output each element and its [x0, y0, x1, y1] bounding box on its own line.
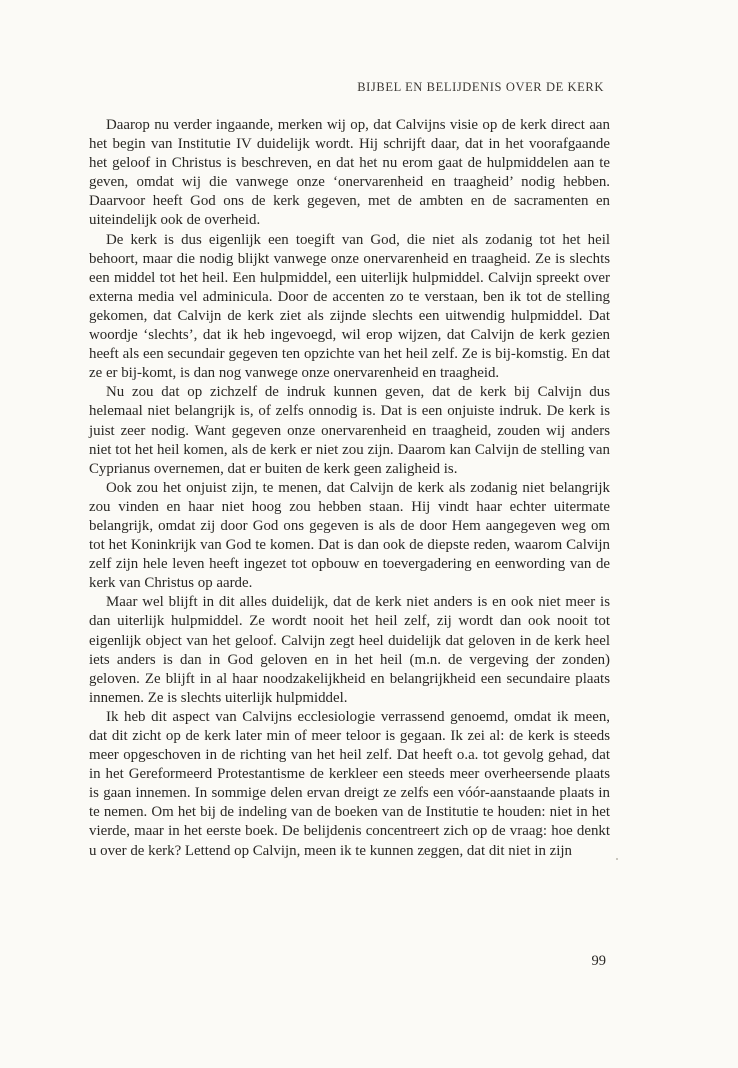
paragraph: De kerk is dus eigenlijk een toegift van God, die niet als zodanig tot het heil behoort, maar die nodig blijkt vanwege onze onervarenheid en traagheid. Ze is slechts een middel tot het heil. Een hulpmiddel, een uiterlijk hulpmiddel. Calvijn spreekt over externa media vel adminicula. Door de accenten zo te verstaan, ben ik tot de stelling gekomen, dat Calvijn de kerk ziet als zijnde slechts een uitwendig hulpmiddel. Dat woordje ‘slechts’, dat ik heb ingevoegd, wil erop wijzen, dat Calvijn de kerk gezien heeft als een secundair gegeven ten opzichte van het heil zelf. Ze is bij-komstig. En dat ze er bij-komt, is dan nog vanwege onze onervarenheid en traagheid.: [89, 231, 610, 382]
paragraph: Ook zou het onjuist zijn, te menen, dat Calvijn de kerk als zodanig niet belangrijk zou vinden en haar niet hoog zou hebben staan. Hij vindt haar echter uitermate belangrijk, omdat zij door God ons gegeven is als de door Hem aangegeven weg om tot het Koninkrijk van God te komen. Dat is dan ook de diepste reden, waarom Calvijn zelf zijn hele leven heeft ingezet tot opbouw en toevergadering en eenwording van de kerk van Christus op aarde.: [89, 479, 610, 592]
paragraph: Ik heb dit aspect van Calvijns ecclesiologie verrassend genoemd, omdat ik meen, dat dit zicht op de kerk later min of meer teloor is gegaan. Ik zei al: de kerk is steeds meer opgeschoven in de richting van het heil zelf. Dat heeft o.a. tot gevolg gehad, dat in het Gereformeerd Protestantisme de kerkleer een steeds meer overheersende plaats is gaan innemen. In sommige delen ervan dreigt ze zelfs een vóór-aanstaande plaats in te nemen. Om het bij de indeling van de boeken van de Institutie te houden: niet in het vierde, maar in het eerste boek. De belijdenis concentreert zich op de vraag: hoe denkt u over de kerk? Lettend op Calvijn, meen ik te kunnen zeggen, dat dit niet in zijn: [89, 708, 610, 859]
paper-speck: [616, 858, 618, 860]
paragraph: Daarop nu verder ingaande, merken wij op, dat Calvijns visie op de kerk direct aan het begin van Institutie IV duidelijk wordt. Hij schrijft daar, dat in het voorafgaande het geloof in Christus is beschreven, en dat het nu erom gaat de hulpmiddelen aan te geven, omdat wij die vanwege onze ‘onervarenheid en traagheid’ nodig hebben. Daarvoor heeft God ons de kerk gegeven, met de ambten en de sacramenten en uiteindelijk ook de overheid.: [89, 117, 610, 229]
page-number: 99: [591, 953, 606, 969]
paragraph: Maar wel blijft in dit alles duidelijk, dat de kerk niet anders is en ook niet meer is dan uiterlijk hulpmiddel. Ze wordt nooit het heil zelf, zij wordt dan ook nooit tot eigenlijk object van het geloof. Calvijn zegt heel duidelijk dat geloven in de kerk heel iets anders is dan in God geloven en in het heil (m.n. de vergeving der zonden) geloven. Ze blijft in al haar noodzakelijkheid en belangrijkheid een secundaire plaats innemen. Ze is slechts uiterlijk hulpmiddel.: [89, 594, 610, 706]
body-text: [89, 116, 610, 861]
paragraph: Nu zou dat op zichzelf de indruk kunnen geven, dat de kerk bij Calvijn dus helemaal niet belangrijk is, of zelfs onnodig is. Dat is een onjuiste indruk. De kerk is juist zeer nodig. Want gegeven onze onervarenheid en traagheid, zouden wij anders niet tot het heil komen, als de kerk er niet zou zijn. Daarom kan Calvijn de stelling van Cyprianus overnemen, dat er buiten de kerk geen zaligheid is.: [89, 384, 610, 477]
running-header: BIJBEL EN BELIJDENIS OVER DE KERK: [357, 80, 604, 94]
